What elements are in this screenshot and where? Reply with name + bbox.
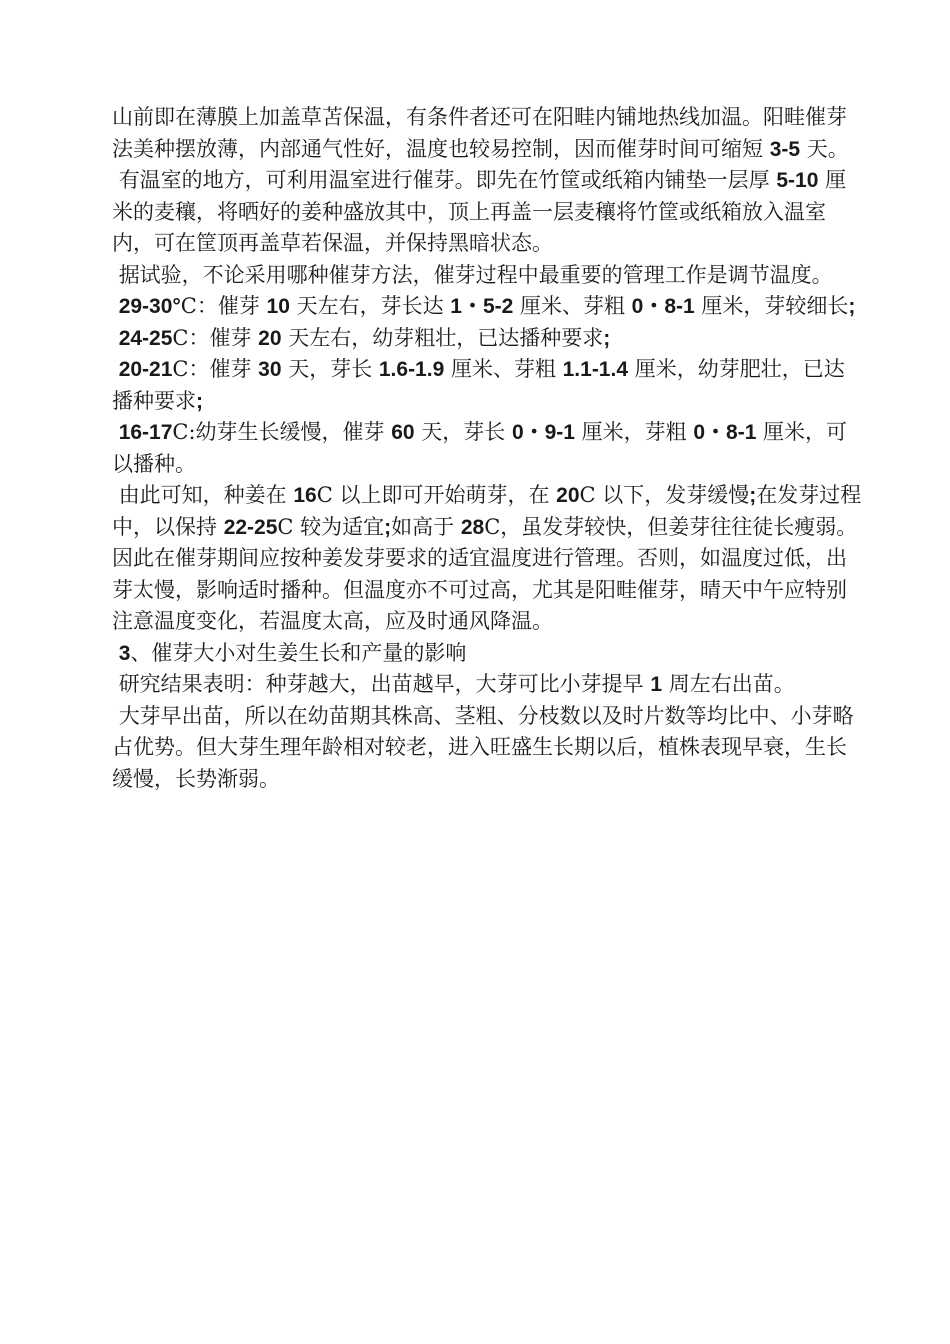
bold-run: 1・5-2 [450, 295, 514, 318]
text-run: 在发芽过程中，以保持 [112, 483, 862, 539]
paragraph-temp-24-25 [112, 323, 862, 355]
bold-run: 0・9-1 [511, 421, 575, 444]
bold-run: 0・8-1 [631, 295, 695, 318]
bold-run: 16-17 [118, 421, 173, 444]
text-run [112, 641, 119, 665]
bold-run: 5-10 [776, 169, 819, 192]
bold-run: ; [749, 484, 757, 507]
bold-run: 16 [293, 484, 317, 507]
text-run: C：催芽 [172, 325, 259, 350]
text-run: 、催芽大小对生姜生长和产量的影响 [130, 640, 467, 665]
bold-run: 20 [258, 326, 282, 350]
text-run: 天，芽长 [281, 357, 379, 381]
text-run: C：催芽 [180, 294, 267, 318]
text-run: 大芽早出苗，所以在幼苗期其株高、茎粗、分枝数以及时片数等均比中、小芽略占优势。但大芽生理年龄相对较老，进入旺盛生长期以后，植株表现早衰，生长缓慢，长势渐弱。 [112, 703, 854, 791]
bold-run: ; [848, 295, 856, 318]
text-run: 厘米，芽粗 [574, 420, 694, 444]
paragraph-conclusion [112, 480, 862, 638]
text-run [112, 294, 119, 318]
paragraph-temp-16-17 [112, 417, 862, 480]
text-run: 天，芽长 [414, 420, 512, 444]
text-run [112, 357, 119, 381]
section-heading-sprout-size [112, 638, 862, 670]
text-run: 厘米、芽粗 [444, 357, 563, 381]
text-run: 厘米，可以播种。 [112, 420, 848, 476]
bold-run: 29-30° [118, 295, 181, 318]
text-run: 天左右，芽长达 [289, 294, 451, 318]
bold-run: 20-21 [118, 358, 173, 381]
text-run: 由此可知，种姜在 [112, 483, 294, 507]
paragraph-temperature-management [112, 260, 862, 292]
text-run: C 较为适宜 [277, 514, 385, 539]
text-run: 据试验，不论采用哪种催芽方法，催芽过程中最重要的管理工作是调节温度。 [112, 262, 833, 287]
bold-run: 24-25 [118, 326, 173, 350]
text-run: 天。 [800, 136, 849, 161]
bold-run: 3-5 [769, 137, 801, 161]
text-run: C 以下，发芽缓慢 [579, 483, 750, 507]
paragraph-heating-methods [112, 102, 862, 165]
text-run: C 以上即可开始萌芽，在 [316, 483, 557, 507]
paragraph-temp-29-30 [112, 291, 862, 323]
paragraph-temp-20-21 [112, 354, 862, 417]
bold-run: 30 [258, 358, 282, 381]
bold-run: 20 [556, 484, 580, 507]
bold-run: 60 [391, 421, 415, 444]
text-run: 厘米的麦穰，将晒好的姜种盛放其中，顶上再盖一层麦穰将竹筐或纸箱放入温室内，可在筐顶再盖草若保温，并保持黑暗状态。 [112, 168, 847, 255]
text-run [112, 420, 119, 444]
document-body [112, 102, 862, 795]
paragraph-research-results [112, 669, 862, 701]
bold-run: ; [603, 326, 611, 350]
bold-run: 0・8-1 [693, 421, 757, 444]
bold-run: 1.1-1.4 [562, 358, 629, 381]
bold-run: ; [196, 389, 203, 413]
text-run: C：催芽 [172, 357, 259, 381]
bold-run: ; [384, 515, 392, 539]
paragraph-greenhouse-sprouting [112, 165, 862, 260]
bold-run: 10 [266, 295, 290, 318]
bold-run: 22-25 [223, 515, 278, 539]
text-run: 天左右，幼芽粗壮，已达播种要求 [281, 325, 604, 350]
paragraph-large-sprouts [112, 701, 862, 796]
text-run: 山前即在薄膜上加盖草苫保温，有条件者还可在阳畦内铺地热线加温。阳畦催芽法美种摆放薄，内部通气性好，温度也较易控制，因而催芽时间可缩短 [112, 105, 847, 161]
text-run: C，虽发芽较快，但姜芽往往徒长瘦弱。因此在催芽期间应按种姜发芽要求的适宜温度进行管理。否则，如温度过低，出芽太慢，影响适时播种。但温度亦不可过高，尤其是阳畦催芽，晴天中午应特别注意温度变化，若温度太高，应及时通风降温。 [112, 514, 858, 633]
text-run: C:幼芽生长缓慢，催芽 [172, 420, 392, 444]
text-run: 如高于 [391, 514, 461, 539]
bold-run: 3 [118, 641, 131, 665]
bold-run: 28 [460, 515, 485, 539]
text-run: 有温室的地方，可利用温室进行催芽。即先在竹筐或纸箱内铺垫一层厚 [112, 168, 777, 192]
text-run: 厘米，芽较细长 [694, 294, 849, 318]
text-run [112, 326, 119, 350]
text-run: 厘米、芽粗 [513, 294, 632, 318]
text-run: 周左右出苗。 [662, 672, 795, 696]
bold-run: 1.6-1.9 [378, 358, 445, 381]
text-run: 厘米，幼芽肥壮，已达播种要求 [112, 357, 845, 413]
bold-run: 1 [650, 673, 663, 696]
text-run: 研究结果表明：种芽越大，出苗越早，大芽可比小芽提早 [112, 672, 651, 696]
